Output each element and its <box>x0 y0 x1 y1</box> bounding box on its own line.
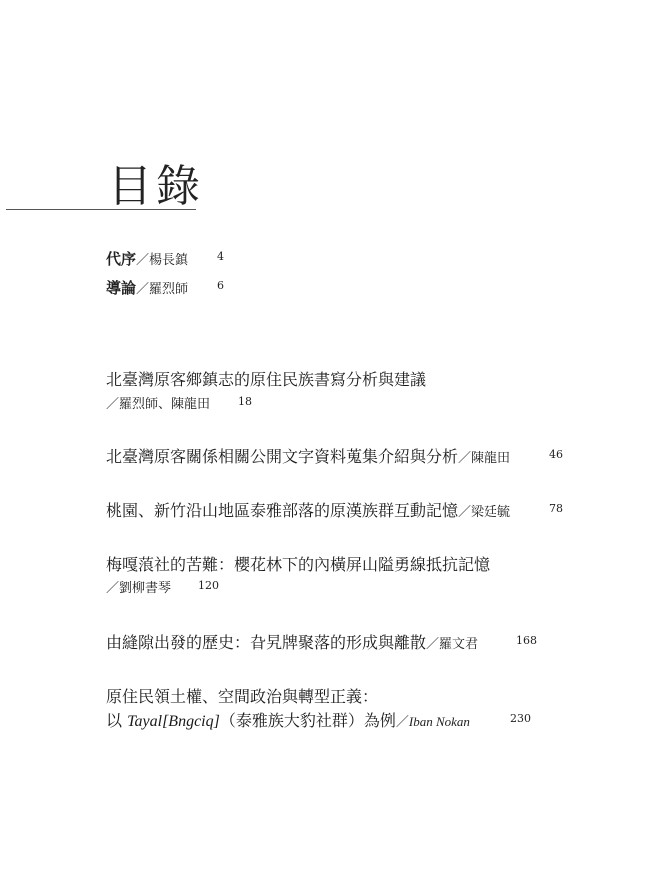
preface-page-number: 6 <box>217 279 224 292</box>
page-title: 目錄 <box>108 161 204 212</box>
chapter-page-number: 78 <box>549 502 563 515</box>
preface-kind: 導論 <box>106 279 137 297</box>
toc-chapter-4[interactable] <box>106 552 490 575</box>
preface-author: ／楊長鎮 <box>136 253 189 268</box>
chapter-author: Iban Nokan <box>408 714 470 729</box>
chapter-title-italic: Tayal[Bngciq] <box>127 713 220 730</box>
preface-author: ／羅烈師 <box>136 282 189 297</box>
toc-chapter-3[interactable] <box>106 498 563 521</box>
title-divider <box>6 209 196 210</box>
chapter-1-byline <box>106 393 252 412</box>
chapter-title-suffix: （泰雅族大豹社群）為例 <box>219 711 396 730</box>
chapter-title-prefix: 以 <box>106 711 128 730</box>
chapter-4-byline <box>106 577 219 596</box>
chapter-author: ／劉柳書琴 <box>106 581 172 596</box>
toc-chapter-2[interactable] <box>106 444 563 467</box>
chapter-page-number: 18 <box>238 395 252 408</box>
toc-preface-item[interactable] <box>106 248 224 269</box>
preface-kind: 代序 <box>106 250 137 268</box>
chapter-page-number: 120 <box>198 579 219 592</box>
preface-page-number: 4 <box>217 250 224 263</box>
chapter-page-number: 46 <box>549 448 563 461</box>
chapter-author: ／羅烈師、陳龍田 <box>106 397 211 412</box>
toc-chapter-1[interactable] <box>106 367 426 390</box>
chapter-page-number: 168 <box>516 634 537 647</box>
chapter-title-line-1: 原住民領土權、空間政治與轉型正義： <box>106 687 379 706</box>
chapter-title: 梅嘎蒗社的苦難：櫻花林下的內橫屏山隘勇線抵抗記憶 <box>106 555 491 574</box>
chapter-author-separator: ／ <box>395 715 409 730</box>
chapter-author: ／陳龍田 <box>458 451 511 466</box>
chapter-6-line-2 <box>106 708 531 731</box>
chapter-title: 由縫隙出發的歷史：旮旯牌聚落的形成與離散 <box>106 633 427 652</box>
chapter-title: 北臺灣原客鄉鎮志的原住民族書寫分析與建議 <box>106 370 427 389</box>
chapter-title: 桃園、新竹沿山地區泰雅部落的原漢族群互動記憶 <box>106 501 459 520</box>
chapter-author: ／梁廷毓 <box>458 505 511 520</box>
chapter-title: 北臺灣原客關係相關公開文字資料蒐集介紹與分析 <box>106 447 459 466</box>
toc-introduction-item[interactable] <box>106 277 224 298</box>
toc-chapter-5[interactable] <box>106 630 537 653</box>
toc-chapter-6[interactable] <box>106 684 378 707</box>
chapter-author: ／羅文君 <box>426 637 479 652</box>
chapter-page-number: 230 <box>510 712 531 725</box>
